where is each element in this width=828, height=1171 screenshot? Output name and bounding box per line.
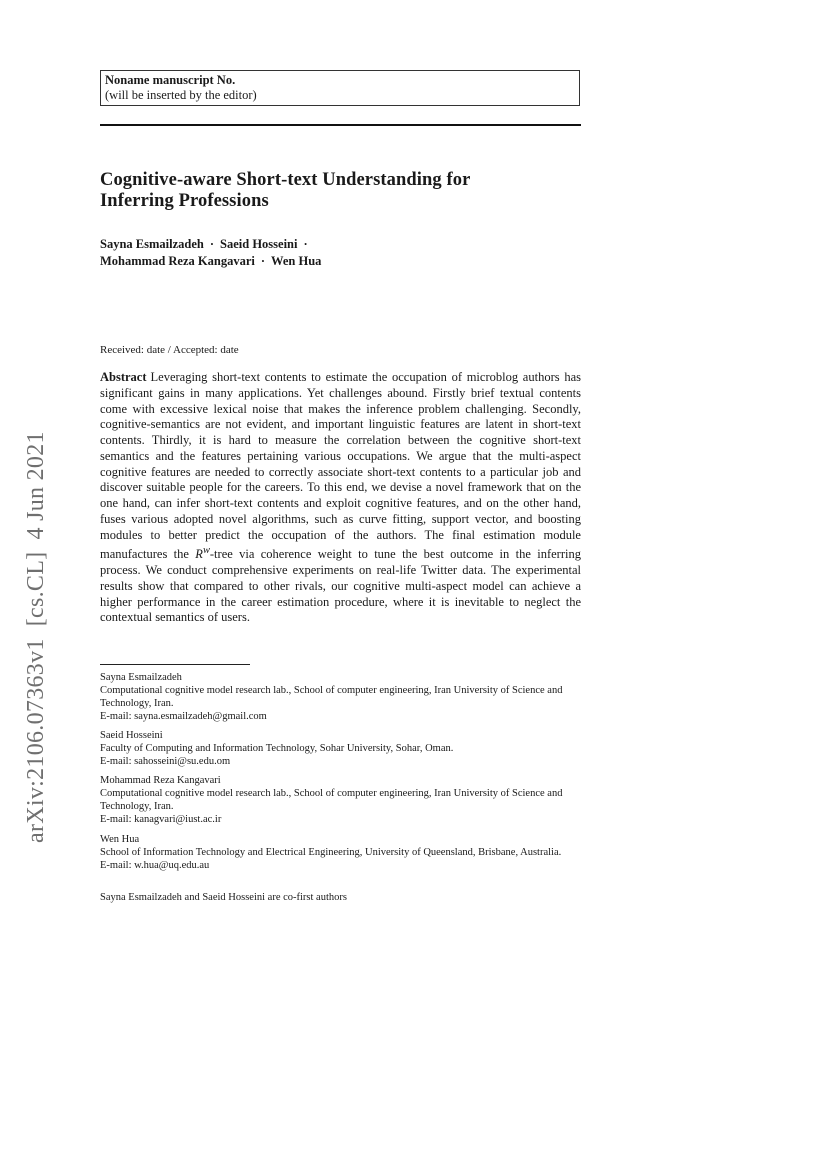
affiliation-institution: Computational cognitive model research lab., School of computer engineering, Iran University of Science and Technology, Iran. [100,788,563,812]
author-name: Mohammad Reza Kangavari [100,254,255,268]
abstract-text-part2: -tree via coherence weight to tune the best outcome in the inferring process. We conduct comprehensive experiments on real-life Twitter data. The experimental results show that compared to other rivals, our cognitive multi-aspect model can achieve a higher performance in the career estimation procedure, where it is inevitable to neglect the contextual semantics of users. [100,547,581,625]
author-name: Wen Hua [271,254,322,268]
affiliation-institution: Computational cognitive model research lab., School of computer engineering, Iran University of Science and Technology, Iran. [100,685,563,709]
editor-note: (will be inserted by the editor) [105,88,257,102]
affiliation-author: Saeid Hosseini [100,730,163,741]
author-list [100,236,580,270]
title-line-1: Cognitive-aware Short-text Understanding for [100,170,471,190]
affiliation-block [100,671,581,723]
co-first-author-note: Sayna Esmailzadeh and Saeid Hosseini are co-first authors [100,892,347,903]
arxiv-date: 4 Jun 2021 [23,431,49,540]
arxiv-category: [cs.CL] [23,551,49,627]
abstract-label: Abstract [100,370,147,384]
manuscript-number-label: Noname manuscript No. [105,73,236,87]
affiliation-institution: Faculty of Computing and Information Technology, Sohar University, Sohar, Oman. [100,743,454,754]
affiliation-email: E-mail: sahosseini@su.edu.om [100,756,231,767]
affiliation-email: E-mail: w.hua@uq.edu.au [100,860,210,871]
affiliation-email: E-mail: kanagvari@iust.ac.ir [100,814,222,825]
author-name: Saeid Hosseini [220,237,298,251]
author-separator: · [209,237,215,251]
math-superscript-w: w [202,545,210,557]
paper-title [100,170,580,212]
affiliation-email: E-mail: sayna.esmailzadeh@gmail.com [100,711,267,722]
editor-note-box [100,70,580,106]
received-date: Received: date / Accepted: date [100,344,239,356]
affiliation-author: Wen Hua [100,834,140,845]
author-line-1 [100,236,580,253]
affiliation-block [100,833,581,872]
author-name: Sayna Esmailzadeh [100,237,204,251]
affiliation-author: Mohammad Reza Kangavari [100,775,221,786]
affiliation-block [100,729,581,768]
affiliation-block [100,774,581,826]
footnote-rule [100,664,250,665]
author-separator: · [260,254,266,268]
abstract [100,370,581,626]
arxiv-id: arXiv:2106.07363v1 [23,638,49,843]
title-line-2: Inferring Professions [100,191,269,211]
author-separator: · [303,237,308,251]
header-rule [100,124,581,126]
abstract-text-part1: Leveraging short-text contents to estimate the occupation of microblog authors has significant gains in many applications. Yet challenges abound. Firstly brief textual contents come with excessive lexical noise that makes the inference problem challenging. Secondly, cognitive-semantics are not evident, and important linguistic features are latent in short-text contents. Thirdly, it is hard to measure the correlation between the cognitive short-text semantics and the features pertaining various occupations. We argue that the multi-aspect cognitive features are needed to correctly associate short-text contents to a particular job and discover suitable people for the careers. To this end, we devise a novel framework that on the one hand, can infer short-text contents and exploit cognitive features, and on the other hand, fuses various adopted novel algorithms, such as curve fitting, support vector, and boosting modules to better predict the occupation of the authors. The final estimation module manufactures the [100,370,581,562]
author-line-2 [100,253,580,270]
math-r: R [195,547,203,562]
affiliation-author: Sayna Esmailzadeh [100,672,182,683]
affiliation-institution: School of Information Technology and Electrical Engineering, University of Queensland, Brisbane, Australia. [100,847,562,858]
arxiv-stamp [22,419,50,843]
